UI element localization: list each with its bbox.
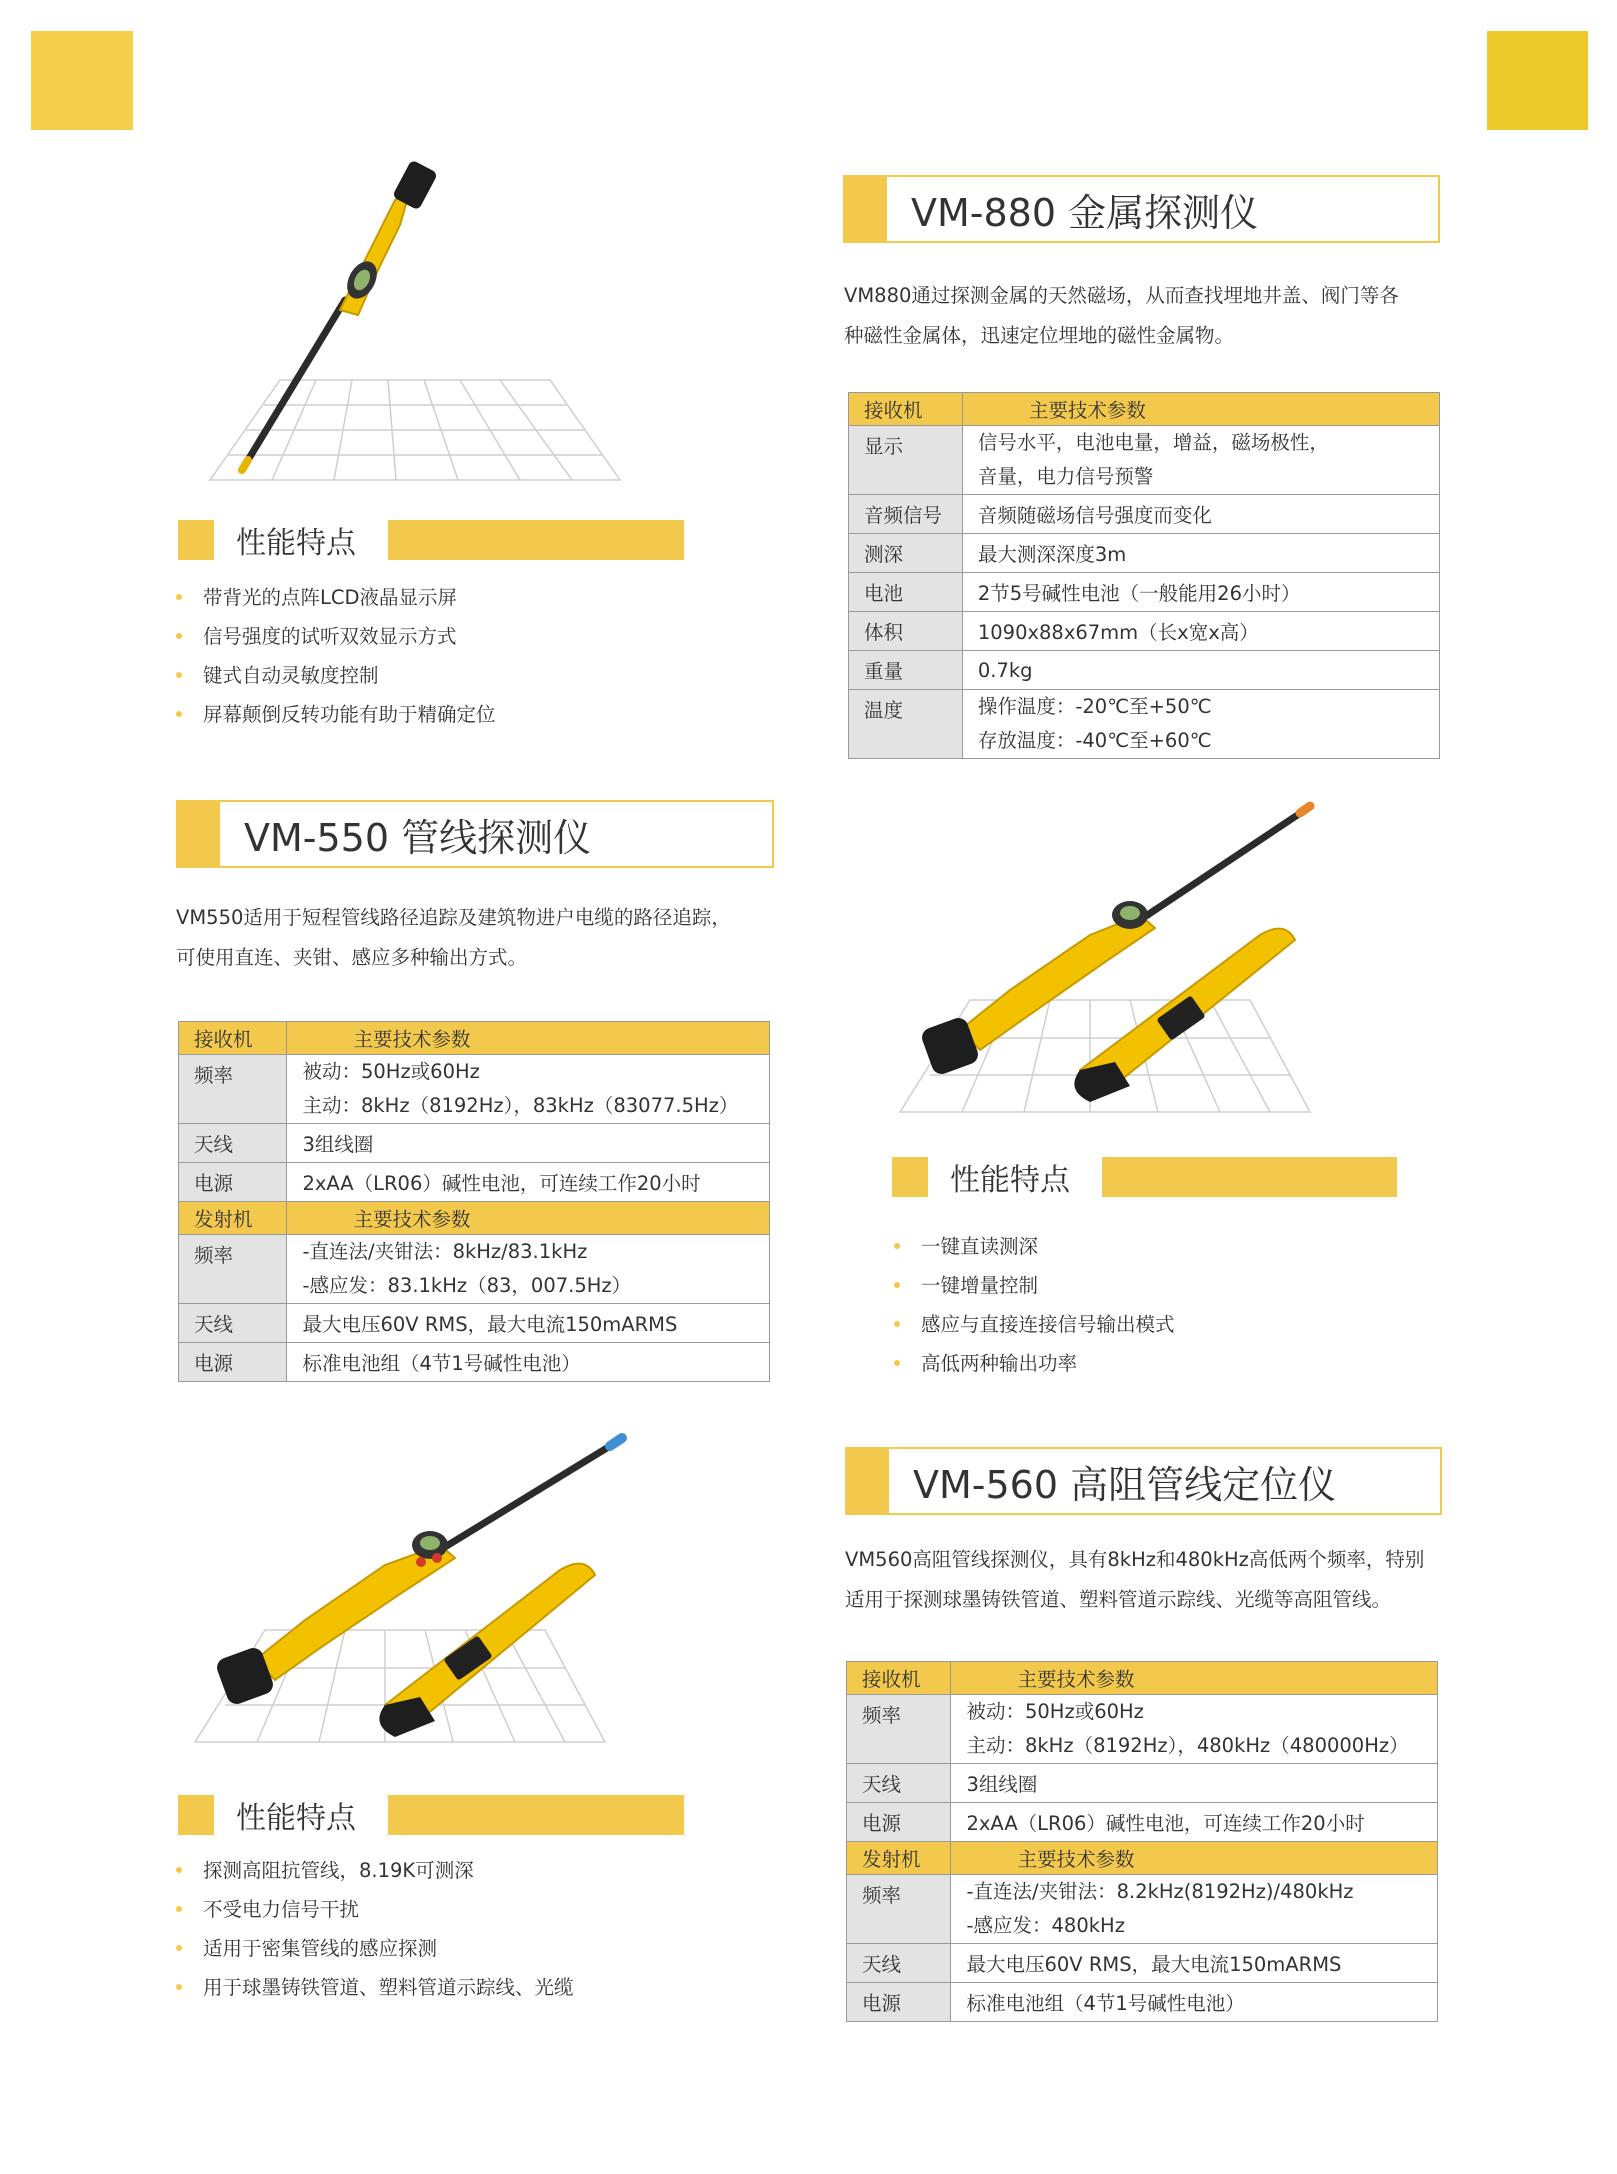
features-heading-square bbox=[178, 1795, 214, 1835]
table-row bbox=[847, 1695, 1438, 1764]
row-value: 音频随磁场信号强度而变化 bbox=[962, 495, 1439, 534]
row-value-line: 被动：50Hz或60Hz bbox=[302, 1060, 480, 1083]
table-row bbox=[179, 1343, 770, 1382]
list-item bbox=[894, 1227, 1175, 1266]
row-value: 2xAA（LR06）碱性电池，可连续工作20小时 bbox=[287, 1163, 770, 1202]
vm880-description bbox=[844, 276, 1399, 356]
vm560-desc-line: 适用于探测球墨铸铁管道、塑料管道示踪线、光缆等高阻管线。 bbox=[845, 1588, 1392, 1611]
row-value-line: 音量，电力信号预警 bbox=[977, 465, 1154, 488]
feature-text: 适用于密集管线的感应探测 bbox=[203, 1937, 438, 1960]
row-label: 测深 bbox=[849, 534, 963, 573]
table-row bbox=[179, 1235, 770, 1304]
vm880-title-accent bbox=[845, 177, 887, 241]
table-row bbox=[849, 426, 1440, 495]
feature-text: 不受电力信号干扰 bbox=[203, 1898, 360, 1921]
table-row bbox=[849, 573, 1440, 612]
row-label: 电源 bbox=[847, 1983, 951, 2022]
row-value bbox=[962, 426, 1439, 495]
row-value-line: -直连法/夹钳法：8.2kHz(8192Hz)/480kHz bbox=[966, 1880, 1354, 1903]
row-value-line: 主动：8kHz（8192Hz），83kHz（83077.5Hz） bbox=[302, 1094, 739, 1117]
table-header-label: 发射机 bbox=[179, 1202, 287, 1235]
row-value-line: 信号水平，电池电量，增益，磁场极性， bbox=[977, 431, 1329, 454]
row-label: 显示 bbox=[849, 426, 963, 495]
row-label: 电源 bbox=[847, 1803, 951, 1842]
row-value bbox=[962, 690, 1439, 759]
bullet-dot-icon bbox=[894, 1321, 900, 1327]
vm560-product-image bbox=[185, 1430, 630, 1750]
vm560-desc-line: VM560高阻管线探测仪，具有8kHz和480kHz高低两个频率，特别 bbox=[845, 1548, 1425, 1571]
row-label: 电池 bbox=[849, 573, 963, 612]
bullet-dot-icon bbox=[176, 672, 182, 678]
row-value: 3组线圈 bbox=[287, 1124, 770, 1163]
table-header-row bbox=[179, 1022, 770, 1055]
vm560-title-accent bbox=[847, 1449, 889, 1513]
vm550-desc-line: 可使用直连、夹钳、感应多种输出方式。 bbox=[176, 946, 528, 969]
bullet-dot-icon bbox=[176, 1906, 182, 1912]
row-value: 标准电池组（4节1号碱性电池） bbox=[951, 1983, 1438, 2022]
bullet-dot-icon bbox=[894, 1360, 900, 1366]
row-label: 天线 bbox=[179, 1124, 287, 1163]
row-value: 2xAA（LR06）碱性电池，可连续工作20小时 bbox=[951, 1803, 1438, 1842]
row-label: 重量 bbox=[849, 651, 963, 690]
row-value: 2节5号碱性电池（一般能用26小时） bbox=[962, 573, 1439, 612]
row-value: 标准电池组（4节1号碱性电池） bbox=[287, 1343, 770, 1382]
vm550-title: VM-550 管线探测仪 bbox=[244, 815, 592, 860]
vm550-product-image bbox=[890, 800, 1330, 1120]
table-row bbox=[849, 495, 1440, 534]
feature-text: 键式自动灵敏度控制 bbox=[203, 664, 379, 687]
vm880-product-image bbox=[200, 150, 630, 490]
vm560-title: VM-560 高阻管线定位仪 bbox=[913, 1462, 1337, 1507]
list-item bbox=[176, 1929, 574, 1968]
table-header-label: 接收机 bbox=[849, 393, 963, 426]
bullet-dot-icon bbox=[176, 633, 182, 639]
list-item bbox=[894, 1266, 1175, 1305]
features-heading-bar bbox=[1102, 1157, 1397, 1197]
row-value-line: -直连法/夹钳法：8kHz/83.1kHz bbox=[302, 1240, 588, 1263]
row-label: 天线 bbox=[847, 1944, 951, 1983]
vm880-feature-list bbox=[176, 578, 496, 734]
table-row bbox=[179, 1055, 770, 1124]
feature-text: 高低两种输出功率 bbox=[921, 1352, 1078, 1375]
table-row bbox=[179, 1304, 770, 1343]
list-item bbox=[176, 1890, 574, 1929]
row-label: 频率 bbox=[847, 1695, 951, 1764]
vm550-desc-line: VM550适用于短程管线路径追踪及建筑物进户电缆的路径追踪， bbox=[176, 906, 731, 929]
bullet-dot-icon bbox=[176, 711, 182, 717]
table-header-title: 主要技术参数 bbox=[951, 1662, 1438, 1695]
features-heading-bar bbox=[388, 1795, 684, 1835]
features-heading-bar bbox=[388, 520, 684, 560]
features-heading-label: 性能特点 bbox=[236, 526, 356, 561]
row-label: 温度 bbox=[849, 690, 963, 759]
table-header-row bbox=[849, 393, 1440, 426]
row-label: 频率 bbox=[179, 1235, 287, 1304]
list-item bbox=[176, 1851, 574, 1890]
table-row bbox=[849, 534, 1440, 573]
row-value-line: -感应发：83.1kHz（83，007.5Hz） bbox=[302, 1274, 632, 1297]
table-header-label: 接收机 bbox=[179, 1022, 287, 1055]
vm880-desc-line: 种磁性金属体，迅速定位埋地的磁性金属物。 bbox=[844, 324, 1235, 347]
features-heading-square bbox=[178, 520, 214, 560]
row-value: 1090x88x67mm（长x宽x高） bbox=[962, 612, 1439, 651]
table-row bbox=[179, 1124, 770, 1163]
table-row bbox=[849, 651, 1440, 690]
table-header-title: 主要技术参数 bbox=[962, 393, 1439, 426]
row-value-line: 存放温度：-40℃至+60℃ bbox=[977, 729, 1212, 752]
vm880-spec-table bbox=[848, 392, 1440, 759]
row-label: 音频信号 bbox=[849, 495, 963, 534]
row-label: 频率 bbox=[179, 1055, 287, 1124]
table-row bbox=[849, 612, 1440, 651]
feature-text: 屏幕颠倒反转功能有助于精确定位 bbox=[203, 703, 496, 726]
feature-text: 一键增量控制 bbox=[921, 1274, 1039, 1297]
row-value: 最大电压60V RMS，最大电流150mARMS bbox=[951, 1944, 1438, 1983]
vm550-title-box bbox=[176, 800, 774, 868]
list-item bbox=[176, 656, 496, 695]
vm560-features-heading bbox=[178, 1795, 684, 1835]
list-item bbox=[176, 695, 496, 734]
vm880-title-box bbox=[843, 175, 1440, 243]
table-row bbox=[847, 1875, 1438, 1944]
list-item bbox=[176, 1968, 574, 2007]
vm560-title-box bbox=[845, 1447, 1442, 1515]
list-item bbox=[176, 617, 496, 656]
features-heading-square bbox=[892, 1157, 928, 1197]
table-row bbox=[847, 1764, 1438, 1803]
row-value bbox=[951, 1695, 1438, 1764]
row-value: 最大电压60V RMS，最大电流150mARMS bbox=[287, 1304, 770, 1343]
vm550-spec-table bbox=[178, 1021, 770, 1382]
row-value-line: 主动：8kHz（8192Hz），480kHz（480000Hz） bbox=[966, 1734, 1409, 1757]
table-row bbox=[847, 1803, 1438, 1842]
bullet-dot-icon bbox=[176, 1867, 182, 1873]
row-value-line: 操作温度：-20℃至+50℃ bbox=[977, 695, 1212, 718]
bullet-dot-icon bbox=[894, 1243, 900, 1249]
row-label: 电源 bbox=[179, 1163, 287, 1202]
row-value bbox=[287, 1235, 770, 1304]
vm550-title-accent bbox=[178, 802, 220, 866]
bullet-dot-icon bbox=[176, 1945, 182, 1951]
feature-text: 一键直读测深 bbox=[921, 1235, 1039, 1258]
bullet-dot-icon bbox=[894, 1282, 900, 1288]
table-row bbox=[179, 1163, 770, 1202]
row-value-line: 被动：50Hz或60Hz bbox=[966, 1700, 1144, 1723]
vm560-feature-list bbox=[176, 1851, 574, 2007]
table-header-title: 主要技术参数 bbox=[287, 1022, 770, 1055]
table-header-row bbox=[847, 1842, 1438, 1875]
vm560-spec-table bbox=[846, 1661, 1438, 2022]
table-header-row bbox=[847, 1662, 1438, 1695]
table-row bbox=[847, 1983, 1438, 2022]
corner-block-left bbox=[31, 31, 133, 130]
row-label: 体积 bbox=[849, 612, 963, 651]
vm880-features-heading bbox=[178, 520, 684, 560]
feature-text: 带背光的点阵LCD液晶显示屏 bbox=[203, 586, 457, 609]
vm880-title: VM-880 金属探测仪 bbox=[911, 190, 1259, 235]
table-header-label: 接收机 bbox=[847, 1662, 951, 1695]
row-value bbox=[287, 1055, 770, 1124]
list-item bbox=[894, 1305, 1175, 1344]
feature-text: 感应与直接连接信号输出模式 bbox=[921, 1313, 1175, 1336]
vm880-desc-line: VM880通过探测金属的天然磁场，从而查找埋地井盖、阀门等各 bbox=[844, 284, 1399, 307]
feature-text: 用于球墨铸铁管道、塑料管道示踪线、光缆 bbox=[203, 1976, 574, 1999]
table-header-title: 主要技术参数 bbox=[287, 1202, 770, 1235]
bullet-dot-icon bbox=[176, 1984, 182, 1990]
corner-block-right bbox=[1487, 31, 1588, 130]
vm550-feature-list bbox=[894, 1227, 1175, 1383]
list-item bbox=[176, 578, 496, 617]
row-value bbox=[951, 1875, 1438, 1944]
features-heading-label: 性能特点 bbox=[950, 1163, 1070, 1198]
table-row bbox=[849, 690, 1440, 759]
list-item bbox=[894, 1344, 1175, 1383]
vm550-features-heading bbox=[892, 1157, 1397, 1197]
row-value: 最大测深深度3m bbox=[962, 534, 1439, 573]
bullet-dot-icon bbox=[176, 594, 182, 600]
feature-text: 探测高阻抗管线，8.19K可测深 bbox=[203, 1859, 474, 1882]
vm560-description bbox=[845, 1540, 1424, 1620]
row-label: 电源 bbox=[179, 1343, 287, 1382]
row-label: 频率 bbox=[847, 1875, 951, 1944]
row-value-line: -感应发：480kHz bbox=[966, 1914, 1125, 1937]
row-value: 0.7kg bbox=[962, 651, 1439, 690]
table-header-row bbox=[179, 1202, 770, 1235]
feature-text: 信号强度的试听双效显示方式 bbox=[203, 625, 457, 648]
table-header-label: 发射机 bbox=[847, 1842, 951, 1875]
table-row bbox=[847, 1944, 1438, 1983]
vm550-description bbox=[176, 898, 731, 978]
row-label: 天线 bbox=[847, 1764, 951, 1803]
row-label: 天线 bbox=[179, 1304, 287, 1343]
row-value: 3组线圈 bbox=[951, 1764, 1438, 1803]
features-heading-label: 性能特点 bbox=[236, 1801, 356, 1836]
table-header-title: 主要技术参数 bbox=[951, 1842, 1438, 1875]
